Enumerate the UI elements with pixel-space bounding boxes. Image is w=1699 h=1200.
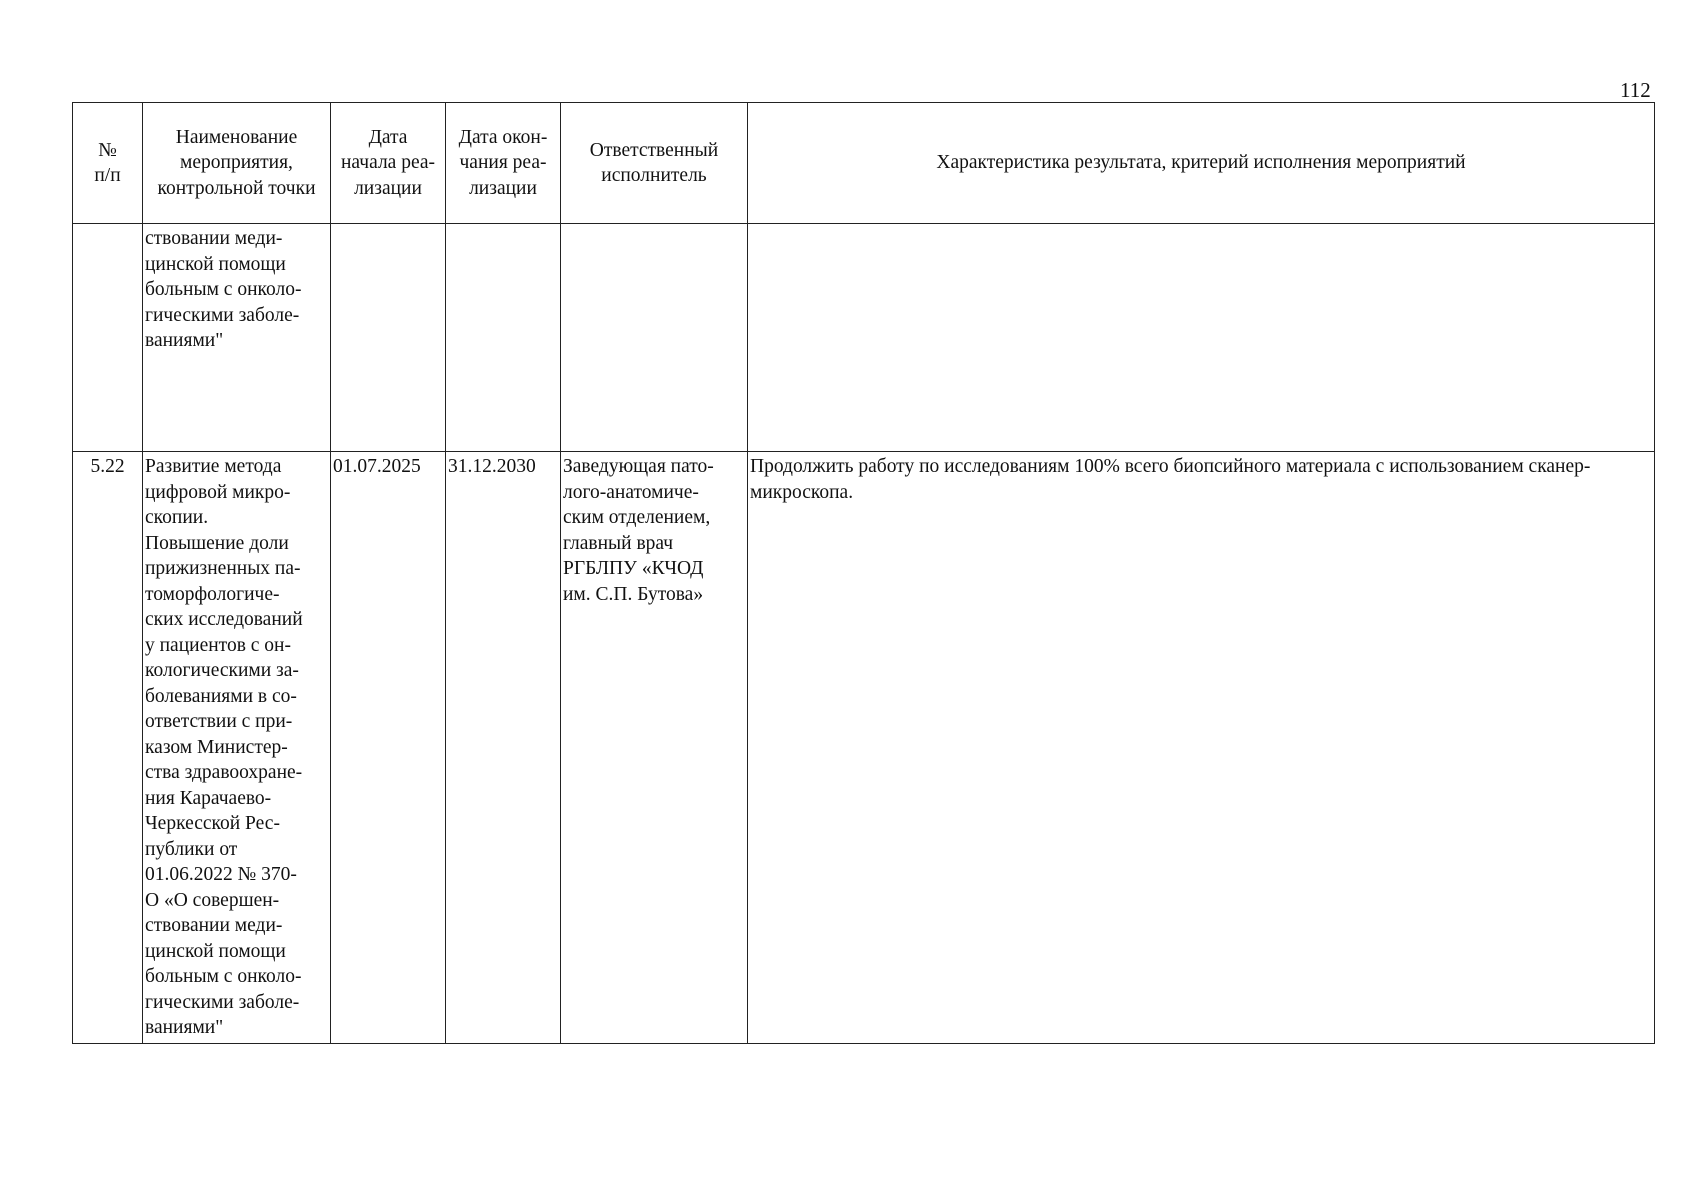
cell-result: Продолжить работу по исследованиям 100% всего биопсийного материала с использованием сканер-микроскопа. (748, 452, 1655, 1044)
header-start-date: Дата начала реа- лизации (331, 103, 446, 224)
cell-result (748, 224, 1655, 452)
cell-name: Развитие метода цифровой микро- скопии. Повышение доли прижизненных па- томорфологиче- ских исследований у пациентов с он- кологическими за- болеваниями в со- ответствии с при- казом Министер- ства здравоохране- ния Карачаево- Черкесской Рес- публики от 01.06.2022 № 370- О «О совершен- ствовании меди- цинской помощи больным с онколо- гическими заболе- ваниями" (143, 452, 331, 1044)
cell-name: ствовании меди- цинской помощи больным с онколо- гическими заболе- ваниями" (143, 224, 331, 452)
activities-table (72, 102, 1655, 1044)
cell-responsible (561, 224, 748, 452)
header-num: № п/п (73, 103, 143, 224)
cell-end-date (446, 224, 561, 452)
header-result: Характеристика результата, критерий исполнения мероприятий (748, 103, 1655, 224)
table-row (73, 452, 1655, 1044)
cell-start-date: 01.07.2025 (331, 452, 446, 1044)
cell-responsible: Заведующая пато- лого-анатомиче- ским отделением, главный врач РГБЛПУ «КЧОД им. С.П. Бутова» (561, 452, 748, 1044)
header-end-date: Дата окон- чания реа- лизации (446, 103, 561, 224)
cell-start-date (331, 224, 446, 452)
cell-end-date: 31.12.2030 (446, 452, 561, 1044)
table-header-row (73, 103, 1655, 224)
header-responsible: Ответственный исполнитель (561, 103, 748, 224)
header-name: Наименование мероприятия, контрольной точки (143, 103, 331, 224)
cell-num (73, 224, 143, 452)
page-number: 112 (1620, 78, 1651, 102)
table-row (73, 224, 1655, 452)
cell-num: 5.22 (73, 452, 143, 1044)
